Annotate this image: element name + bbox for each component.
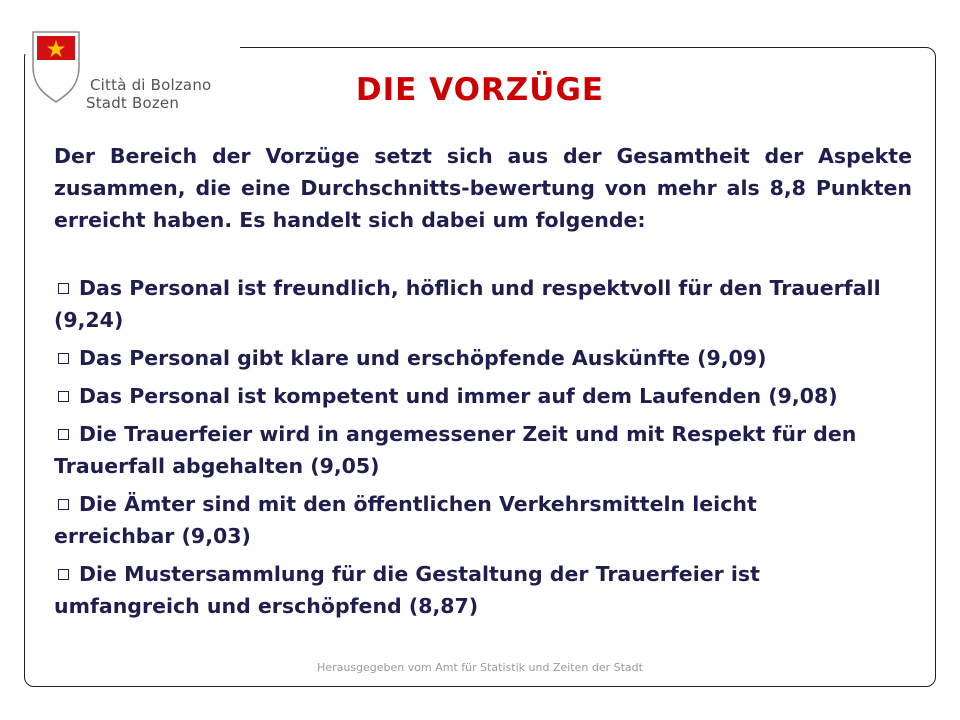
logo-line-2: Stadt Bozen [86,94,180,112]
footer-note: Herausgegeben vom Amt für Statistik und Zeiten der Stadt [317,661,643,674]
list-item [54,380,884,412]
checkbox-bullet-icon [58,353,69,364]
list-item [54,418,884,482]
list-item [54,342,884,374]
list-item [54,272,884,336]
list-item-text: Die Ämter sind mit den öffentlichen Verkehrsmitteln leicht erreichbar (9,03) [54,492,757,548]
list-item [54,558,884,622]
checkbox-bullet-icon [58,499,69,510]
checkbox-bullet-icon [58,569,69,580]
checkbox-bullet-icon [58,283,69,294]
list-item [54,488,884,552]
checkbox-bullet-icon [58,429,69,440]
page-title: DIE VORZÜGE [355,72,605,108]
advantages-list [54,272,912,628]
list-item-text: Die Mustersammlung für die Gestaltung der Trauerfeier ist umfangreich und erschöpfend (8,87) [54,562,760,618]
list-item-text: Das Personal ist freundlich, höflich und respektvoll für den Trauerfall (9,24) [54,276,881,332]
checkbox-bullet-icon [58,391,69,402]
list-item-text: Die Trauerfeier wird in angemessener Zeit und mit Respekt für den Trauerfall abgehalten (9,05) [54,422,857,478]
intro-paragraph: Der Bereich der Vorzüge setzt sich aus der Gesamtheit der Aspekte zusammen, die eine Durchschnitts-bewertung von mehr als 8,8 Punkten erreicht haben. Es handelt sich dabei um folgende: [54,144,912,232]
list-item-text: Das Personal gibt klare und erschöpfende Auskünfte (9,09) [79,346,767,370]
list-item-text: Das Personal ist kompetent und immer auf dem Laufenden (9,08) [79,384,838,408]
logo-line-1: Città di Bolzano [90,76,212,94]
